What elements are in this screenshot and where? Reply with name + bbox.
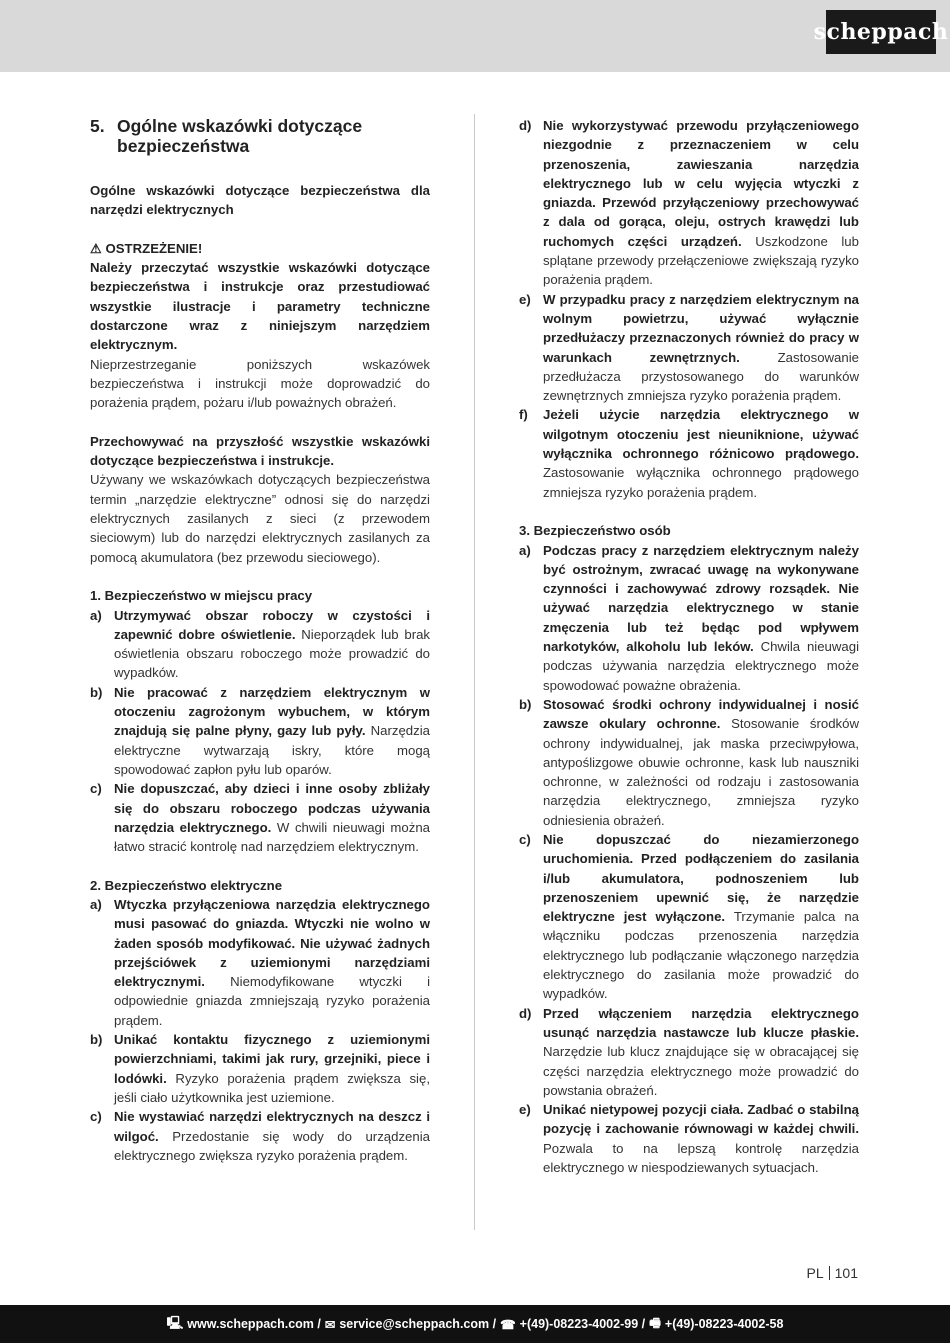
item-text: Pozwala to na lepszą kontrolę narzędzia elektrycznego w niespodziewanych sytuacjach. — [543, 1140, 859, 1176]
list-item — [90, 895, 430, 1030]
item-marker: a) — [519, 542, 531, 558]
item-bold-text: Nie wystawiać narzędzi elektrycznych na deszcz i wilgoć. — [114, 1109, 430, 1144]
item-bold-text: Wtyczka przyłączeniowa narzędzia elektrycznego musi pasować do gniazda. Wtyczki nie wolno w żaden sposób modyfikować. Nie używać żadnych przejściówek z uziemionymi narzędziami elektrycznymi. — [114, 896, 430, 990]
item-text: Zastosowanie wyłącznika ochronnego prądowego zmniejsza ryzyko porażenia prądem. — [543, 465, 859, 500]
item-body — [114, 895, 430, 1030]
column-divider — [474, 114, 475, 1230]
footer — [0, 1305, 950, 1343]
chapter-heading — [90, 116, 430, 156]
list-item — [90, 1030, 430, 1107]
item-marker: b) — [519, 696, 532, 712]
list-item — [519, 1004, 859, 1100]
list-item — [90, 683, 430, 779]
header-band — [0, 0, 950, 72]
section-items — [90, 606, 430, 857]
item-body — [114, 779, 430, 856]
item-bold-text: Nie wykorzystywać przewodu przyłączeniowego niezgodnie z przeznaczeniem w celu przenoszenia, zawieszania narzędzia elektrycznego lub w celu wyjęcia wtyczki z gniazda. Przewód przyłączeniowy przechowywać z dala od gorąca, oleju, ostrych krawędzi lub ruchomych części urządzeń. — [543, 118, 859, 249]
item-text: Narzędzie lub klucz znajdujące się w obracającej się części narzędzia elektrycznego może prowadzić do powstania obrażeń. — [543, 1044, 859, 1098]
warning-text: Nieprzestrzeganie poniższych wskazówek bezpieczeństwa i instrukcji może doprowadzić do porażenia prądem, pożaru i/lub poważnych obrażeń. — [90, 356, 430, 411]
item-body — [543, 695, 859, 830]
item-marker: d) — [519, 1005, 532, 1021]
item-bold-text: Jeżeli użycie narzędzia elektrycznego w wilgotnym otoczeniu jest nieuniknione, używać wyłącznika ochronnego różnicowo prądowego. — [543, 407, 859, 462]
section-items — [519, 541, 859, 1178]
list-item — [519, 830, 859, 1004]
list-item — [519, 116, 859, 290]
item-marker: e) — [519, 291, 531, 307]
item-bold-text: Nie dopuszczać do niezamierzonego uruchomienia. Przed podłączeniem do zasilania i/lub akumulatora, podnoszeniem lub przenoszeniem upewnić się, że narzędzie elektryczne jest wyłączone. — [543, 831, 859, 925]
fax-icon: 🖷 — [649, 1315, 661, 1330]
item-marker: e) — [519, 1102, 531, 1118]
brand-logo: scheppach — [826, 10, 936, 54]
page-num: 101 — [834, 1265, 858, 1281]
footer-web[interactable]: www.scheppach.com / — [187, 1317, 321, 1331]
item-body — [543, 1100, 859, 1177]
section-items — [519, 116, 859, 502]
item-body — [114, 606, 430, 683]
item-marker: c) — [90, 1109, 102, 1125]
item-bold-text: Przed włączeniem narzędzia elektrycznego usunąć narzędzia nastawcze lub klucze płaskie. — [543, 1005, 859, 1040]
item-marker: c) — [519, 831, 531, 847]
item-bold-text: Utrzymywać obszar roboczy w czystości i zapewnić dobre oświetlenie. — [114, 607, 430, 642]
item-body — [543, 830, 859, 1004]
list-item — [519, 1100, 859, 1177]
section-title: 1. Bezpieczeństwo w miejscu pracy — [90, 588, 313, 604]
footer-mail[interactable]: service@scheppach.com / — [339, 1317, 497, 1331]
item-marker: b) — [90, 1032, 103, 1048]
computer-icon: 🖳 — [166, 1315, 184, 1330]
item-text: Ryzyko porażenia prądem zwiększa się, jeśli ciało użytkownika jest uziemione. — [114, 1070, 430, 1105]
item-body — [543, 1004, 859, 1100]
chapter-title: Ogólne wskazówki dotyczące bezpieczeństwa — [117, 116, 363, 156]
item-marker: b) — [90, 684, 103, 700]
warning-heading — [90, 239, 430, 258]
item-body — [543, 116, 859, 290]
item-body — [114, 1030, 430, 1107]
item-text: Niemodyfikowane wtyczki i odpowiednie gniazda zmniejszają ryzyko porażenia prądem. — [114, 974, 430, 1028]
section-title: 2. Bezpieczeństwo elektryczne — [90, 877, 283, 893]
item-bold-text: Unikać kontaktu fizycznego z uziemionymi powierzchniami, takimi jak rury, grzejniki, piece i lodówki. — [114, 1032, 430, 1086]
item-bold-text: Unikać nietypowej pozycji ciała. Zadbać o stabilną pozycję i zachowanie równowagi w każdej chwili. — [543, 1102, 859, 1137]
item-body — [543, 541, 859, 695]
item-text: Narzędzia elektryczne wytwarzają iskry, które mogą spowodować zapłon pyłu lub oparów. — [114, 723, 430, 777]
item-text: Nieporządek lub brak oświetlenia obszaru roboczego może prowadzić do wypadków. — [114, 626, 431, 681]
list-item — [90, 779, 430, 856]
item-bold-text: Nie pracować z narzędziem elektrycznym w otoczeniu zagrożonym wybuchem, w którym znajdują się palne płyny, gazy lub pyły. — [114, 684, 430, 739]
list-item — [519, 541, 859, 695]
item-bold-text: W przypadku pracy z narzędziem elektrycznym na wolnym powietrzu, używać wyłącznie przedłużaczy przeznaczonych również do pracy w warunkach zewnętrznych. — [543, 291, 859, 365]
list-item — [90, 1107, 430, 1165]
item-text: Trzymanie palca na włączniku podczas przenoszenia narzędzia elektrycznego lub podłączanie włączonego narzędzia elektrycznego do zasilania może prowadzić do wypadków. — [543, 909, 859, 1002]
item-body — [114, 683, 430, 779]
item-marker: d) — [519, 118, 532, 133]
keep-instructions-text: Używany we wskazówkach dotyczących bezpieczeństwa termin „narzędzie elektryczne” odnosi się do narzędzi elektrycznych zasilanych z sieci (z przewodem sieciowym) lub do narzędzi elektrycznych zasilanych za pomocą akumulatora (bez przewodu sieciowego). — [90, 472, 430, 565]
right-column — [519, 116, 859, 1177]
list-item — [519, 695, 859, 830]
item-body — [543, 290, 859, 406]
item-marker: c) — [90, 781, 102, 797]
item-text: W chwili nieuwagi można łatwo stracić kontrolę nad narzędziem elektrycznym. — [114, 819, 430, 855]
keep-instructions-bold: Przechowywać na przyszłość wszystkie wskazówki dotyczące bezpieczeństwa i instrukcje. — [90, 433, 430, 469]
item-body — [543, 405, 859, 501]
warning-bold: Należy przeczytać wszystkie wskazówki dotyczące bezpieczeństwa i instrukcje oraz przestudiować wszystkie ilustracje i parametry techniczne dostarczone wraz z niniejszym narzędziem elektrycznym. — [90, 260, 430, 353]
item-bold-text: Stosować środki ochrony indywidualnej i nosić zawsze okulary ochronne. — [543, 696, 859, 732]
item-marker: f) — [519, 407, 528, 423]
list-item — [519, 405, 859, 501]
item-text: Stosowanie środków ochrony indywidualnej, jak maska przeciwpyłowa, antypoślizgowe obuwie ochronne, kask lub nauszniki ochronne, w zależności od rodzaju i zastosowania narzędzia elektrycznego, zmniejsza ryzyko odniesienia obrażeń. — [543, 716, 859, 828]
footer-phone: +(49)-08223-4002-99 / — [519, 1317, 646, 1331]
item-body — [114, 1107, 430, 1165]
item-bold-text: Nie dopuszczać, aby dzieci i inne osoby zbliżały się do obszaru roboczego podczas używania narzędzia elektrycznego. — [114, 781, 430, 835]
warning-triangle-icon: ⚠ — [90, 240, 102, 256]
item-text: Zastosowanie przedłużacza przystosowanego do warunków zewnętrznych zmniejsza ryzyko porażenia prądem. — [543, 349, 859, 404]
item-text: Chwila nieuwagi podczas używania narzędzia elektrycznego może spowodować poważne obrażenia. — [543, 639, 860, 693]
item-marker: a) — [90, 896, 102, 912]
item-marker: a) — [90, 607, 102, 623]
item-text: Przedostanie się wody do urządzenia elektrycznego zwiększa ryzyko porażenia prądem. — [114, 1128, 430, 1163]
list-item — [519, 290, 859, 406]
item-text: Uszkodzone lub splątane przewody przełączeniowe zwiększają ryzyko porażenia prądem. — [543, 233, 859, 288]
page-number — [807, 1265, 858, 1281]
item-bold-text: Podczas pracy z narzędziem elektrycznym należy być ostrożnym, zwracać uwagę na wykonywane czynności i zachowywać zdrowy rozsądek. Nie używać narzędzia elektrycznego w stanie zmęczenia lub też będąc pod wpływem narkotyków, alkoholu lub leków. — [543, 542, 859, 655]
footer-fax: +(49)-08223-4002-58 — [664, 1317, 784, 1331]
phone-icon: ☎ — [500, 1317, 516, 1332]
section-items — [90, 895, 430, 1165]
section-title: 3. Bezpieczeństwo osób — [519, 523, 671, 539]
mail-icon: ✉ — [324, 1317, 336, 1332]
subtitle: Ogólne wskazówki dotyczące bezpieczeństwa dla narzędzi elektrycznych — [90, 183, 430, 218]
left-column — [90, 116, 430, 1165]
page-lang: PL — [806, 1265, 824, 1281]
list-item — [90, 606, 430, 683]
chapter-number: 5. — [90, 116, 105, 136]
warning-label: OSTRZEŻENIE! — [105, 240, 203, 256]
